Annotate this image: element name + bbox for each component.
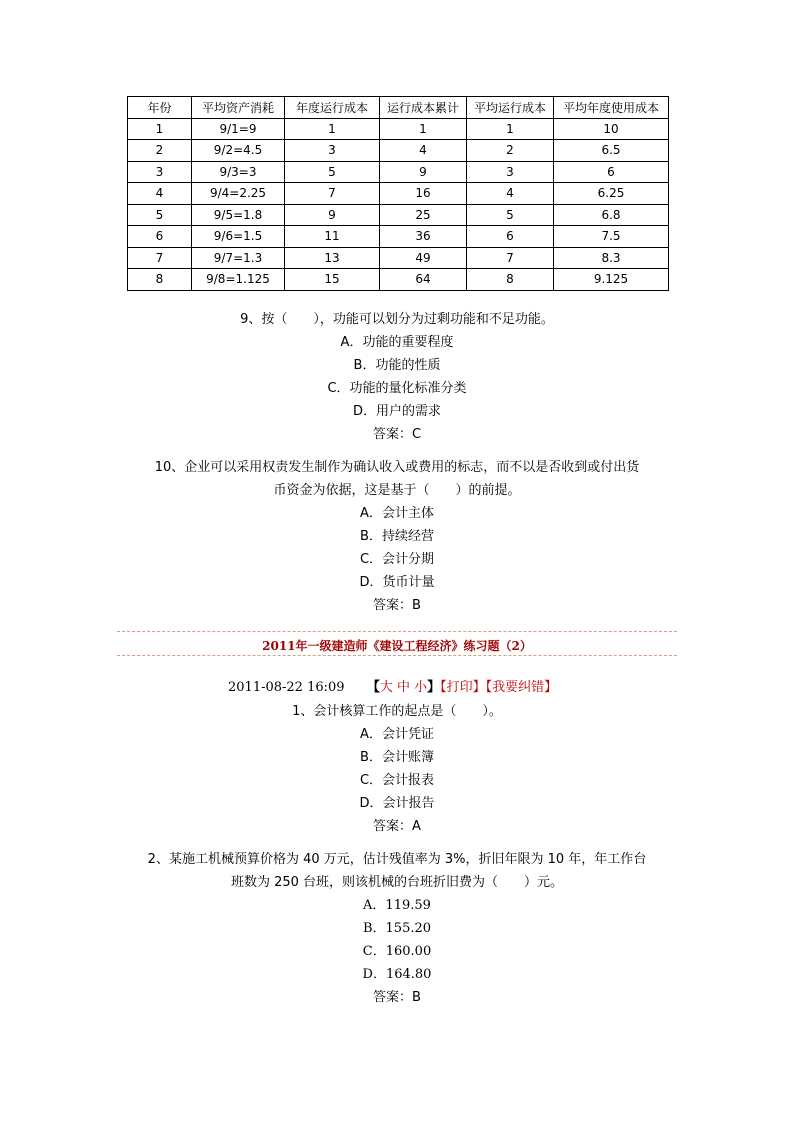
table-cell: 5	[128, 204, 192, 226]
table-cell: 3	[467, 161, 554, 183]
table-cell: 7	[467, 247, 554, 269]
table-cell: 16	[380, 183, 467, 205]
table-cell: 1	[285, 118, 380, 140]
table-row	[128, 226, 669, 248]
bracket-open: 【	[366, 680, 380, 695]
table-cell: 7	[285, 183, 380, 205]
table-cell: 8	[467, 269, 554, 291]
question-9: 9、按（ ），功能可以划分为过剩功能和不足功能。	[240, 312, 554, 327]
table-cell: 2	[467, 140, 554, 162]
table-cell: 4	[128, 183, 192, 205]
column-header: 年度运行成本	[285, 97, 380, 119]
q10-option-b: B．持续经营	[360, 529, 434, 544]
q1-option-c: C．会计报表	[359, 773, 435, 788]
table-cell: 9/1=9	[192, 118, 285, 140]
q10-option-d: D．货币计量	[359, 575, 435, 590]
table-cell: 9/3=3	[192, 161, 285, 183]
q1-option-b: B．会计账簿	[360, 750, 434, 765]
table-row	[128, 118, 669, 140]
table-cell: 13	[285, 247, 380, 269]
table-cell: 7.5	[554, 226, 669, 248]
column-header: 平均资产消耗	[192, 97, 285, 119]
q1-option-a: A．会计凭证	[360, 727, 434, 742]
table-cell: 1	[467, 118, 554, 140]
publish-date: 2011-08-22 16:09	[228, 680, 345, 695]
column-header: 平均年度使用成本	[554, 97, 669, 119]
table-row	[128, 204, 669, 226]
question-1: 1、会计核算工作的起点是（ ）。	[292, 704, 502, 719]
table-cell: 9	[285, 204, 380, 226]
table-cell: 4	[467, 183, 554, 205]
column-header: 年份	[128, 97, 192, 119]
q1-option-d: D．会计报告	[359, 796, 435, 811]
report-error-link[interactable]: 【我要纠错】	[485, 680, 558, 695]
table-cell: 11	[285, 226, 380, 248]
table-row	[128, 140, 669, 162]
question-10-line1: 10、企业可以采用权责发生制作为确认收入或费用的标志，而不以是否收到或付出货	[154, 460, 640, 475]
font-size-switch[interactable]: 大 中 小	[379, 680, 428, 695]
q2-option-b: B．155.20	[362, 921, 432, 936]
q9-option-a: A．功能的重要程度	[340, 335, 454, 350]
table-row	[128, 269, 669, 291]
table-cell: 6.5	[554, 140, 669, 162]
table-row	[128, 247, 669, 269]
section-title: 2011年一级建造师《建设工程经济》练习题（2）	[262, 639, 532, 653]
column-header: 平均运行成本	[467, 97, 554, 119]
q10-option-a: A．会计主体	[360, 506, 434, 521]
table-cell: 15	[285, 269, 380, 291]
table-cell: 9/8=1.125	[192, 269, 285, 291]
cost-table	[127, 96, 669, 291]
q9-option-c: C．功能的量化标准分类	[327, 381, 467, 396]
table-cell: 1	[380, 118, 467, 140]
q2-option-d: D．164.80	[362, 967, 432, 982]
table-cell: 6.8	[554, 204, 669, 226]
q9-option-b: B．功能的性质	[353, 358, 441, 373]
question-2-line2: 班数为 250 台班，则该机械的台班折旧费为（ ）元。	[230, 875, 564, 890]
table-header-row	[128, 97, 669, 119]
table-cell: 25	[380, 204, 467, 226]
table-cell: 8	[128, 269, 192, 291]
q2-option-a: A．119.59	[363, 898, 431, 913]
table-cell: 9/4=2.25	[192, 183, 285, 205]
table-cell: 8.3	[554, 247, 669, 269]
table-cell: 7	[128, 247, 192, 269]
table-cell: 5	[467, 204, 554, 226]
q9-answer: 答案：C	[372, 427, 422, 442]
q2-answer: 答案：B	[373, 990, 421, 1005]
table-cell: 1	[128, 118, 192, 140]
table-cell: 9/2=4.5	[192, 140, 285, 162]
table-cell: 6	[554, 161, 669, 183]
q1-answer: 答案：A	[373, 819, 421, 834]
table-cell: 9/6=1.5	[192, 226, 285, 248]
table-row	[128, 183, 669, 205]
print-link[interactable]: 【打印】	[440, 680, 486, 695]
question-2-line1: 2、某施工机械预算价格为 40 万元，估计残值率为 3%，折旧年限为 10 年，年工作台	[147, 852, 647, 867]
q10-answer: 答案：B	[373, 598, 421, 613]
q10-option-c: C．会计分期	[359, 552, 435, 567]
table-cell: 9/5=1.8	[192, 204, 285, 226]
column-header: 运行成本累计	[380, 97, 467, 119]
table-cell: 9	[380, 161, 467, 183]
table-cell: 9.125	[554, 269, 669, 291]
divider-bottom	[117, 655, 677, 656]
table-cell: 2	[128, 140, 192, 162]
table-cell: 36	[380, 226, 467, 248]
question-10-line2: 币资金为依据，这是基于（ ）的前提。	[273, 483, 521, 498]
table-cell: 5	[285, 161, 380, 183]
table-cell: 6.25	[554, 183, 669, 205]
q2-option-c: C．160.00	[362, 944, 432, 959]
table-cell: 3	[128, 161, 192, 183]
divider-top	[117, 631, 677, 632]
table-cell: 4	[380, 140, 467, 162]
table-cell: 10	[554, 118, 669, 140]
bracket-close: 】	[427, 680, 441, 695]
table-row	[128, 161, 669, 183]
q9-option-d: D．用户的需求	[352, 404, 441, 419]
table-cell: 6	[467, 226, 554, 248]
table-cell: 3	[285, 140, 380, 162]
table-cell: 64	[380, 269, 467, 291]
table-cell: 49	[380, 247, 467, 269]
article-meta	[228, 676, 557, 695]
table-cell: 9/7=1.3	[192, 247, 285, 269]
table-cell: 6	[128, 226, 192, 248]
